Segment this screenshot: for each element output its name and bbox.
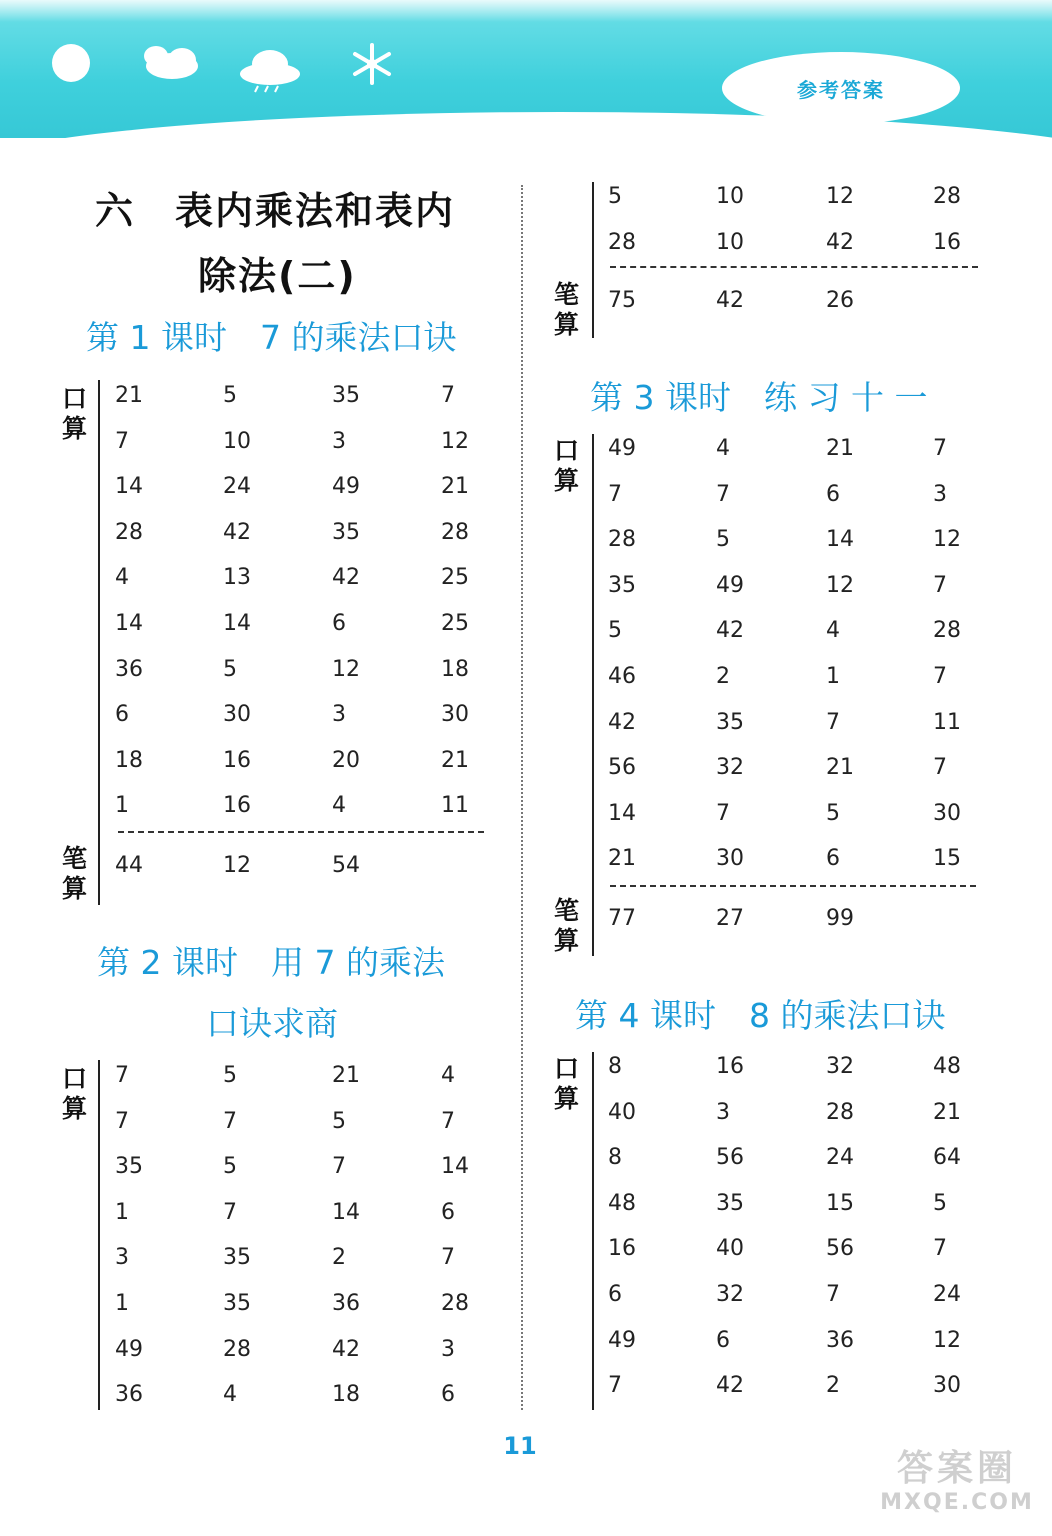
lesson-1-oral-cell: 16 (223, 793, 251, 819)
answer-key-label: 参考答案 (797, 77, 885, 102)
lesson-1-oral-cell: 13 (223, 565, 251, 591)
lesson-2-oral-cell: 35 (115, 1154, 143, 1180)
lesson-1-oral-cell: 7 (441, 383, 455, 408)
lesson-1-oral-cell: 42 (223, 519, 251, 545)
lesson-1-oral-cell: 12 (441, 428, 469, 454)
lesson-4-rule (592, 1052, 594, 1410)
lesson-1-oral-cell: 36 (115, 656, 143, 682)
lesson-4-oral-cell: 24 (933, 1282, 961, 1307)
lesson-3-oral-cell: 32 (716, 755, 744, 781)
lesson-3-oral-cell: 7 (933, 572, 947, 598)
lesson-2-cont-rule (592, 182, 594, 338)
lesson-2-separator (610, 266, 978, 268)
lesson-2-oral-cell: 4 (441, 1063, 455, 1088)
lesson-2-oral-continued-cell: 16 (933, 229, 961, 255)
lesson-3-oral-cell: 35 (716, 709, 744, 735)
lesson-2-oral-cell: 14 (441, 1154, 469, 1180)
cloud-sun-icon (136, 40, 206, 84)
lesson-2-oral-cell: 3 (115, 1245, 129, 1271)
lesson-1-oral-cell: 3 (332, 702, 346, 728)
lesson-2-oral-cell: 35 (223, 1291, 251, 1316)
lesson-2-oral-continued-cell: 5 (608, 184, 622, 209)
lesson-1-oral-cell: 6 (332, 611, 346, 636)
written-label-lesson-3: 笔算 (554, 896, 580, 955)
lesson-3-oral-cell: 6 (826, 846, 840, 872)
lesson-2-oral-cell: 36 (115, 1382, 143, 1408)
lesson-3-oral-cell: 14 (826, 527, 854, 553)
lesson-2-oral-cell: 18 (332, 1382, 360, 1408)
lesson-3-oral-cell: 2 (716, 664, 730, 689)
lesson-1-oral-cell: 28 (441, 519, 469, 545)
lesson-1-oral-cell: 35 (332, 383, 360, 408)
lesson-1-separator (118, 831, 484, 833)
lesson-4-oral-cell: 40 (608, 1099, 636, 1125)
chapter-title-line2: 除法(二) (198, 254, 357, 298)
lesson-3-oral-cell: 7 (716, 800, 730, 826)
oral-label-lesson-3: 口算 (554, 436, 580, 495)
lesson-4-oral-cell: 35 (716, 1190, 744, 1216)
lesson-3-oral-cell: 12 (826, 572, 854, 598)
written-label-lesson-2: 笔算 (554, 280, 580, 339)
lesson-3-oral-cell: 1 (826, 664, 840, 689)
lesson-3-oral-cell: 30 (933, 800, 961, 826)
lesson-3-oral-cell: 56 (608, 755, 636, 781)
lesson-4-oral-cell: 30 (933, 1373, 961, 1399)
lesson-3-oral-cell: 21 (608, 846, 636, 872)
lesson-1-written-cell: 44 (115, 853, 143, 878)
lesson-1-rule (98, 380, 100, 905)
oral-label-lesson-2: 口算 (62, 1064, 88, 1123)
lesson-1-oral-cell: 24 (223, 474, 251, 500)
lesson-2-written-cell: 26 (826, 288, 854, 313)
lesson-3-oral-cell: 42 (716, 618, 744, 644)
lesson-3-oral-cell: 28 (933, 618, 961, 644)
watermark-bottom: MXQE.COM (880, 1490, 1034, 1515)
lesson-1-oral-cell: 16 (223, 747, 251, 773)
lesson-3-oral-cell: 21 (826, 436, 854, 461)
lesson-2-oral-cell: 7 (332, 1154, 346, 1180)
lesson-1-oral-cell: 7 (115, 428, 129, 454)
lesson-2-oral-cell: 4 (223, 1382, 237, 1408)
lesson-2-oral-cell: 36 (332, 1291, 360, 1316)
lesson-1-oral-cell: 5 (223, 383, 237, 408)
lesson-4-oral-cell: 7 (933, 1236, 947, 1262)
lesson-3-title: 第 3 课时 练 习 十 一 (590, 378, 928, 417)
lesson-4-oral-cell: 8 (608, 1054, 622, 1079)
lesson-2-title-line2: 口诀求商 (206, 1004, 338, 1043)
sun-icon (52, 44, 90, 82)
lesson-3-oral-cell: 46 (608, 664, 636, 689)
lesson-2-oral-cell: 7 (441, 1245, 455, 1271)
lesson-3-oral-cell: 6 (826, 481, 840, 507)
lesson-3-oral-cell: 12 (933, 527, 961, 553)
lesson-4-oral-cell: 32 (716, 1282, 744, 1307)
lesson-2-oral-continued-cell: 28 (933, 184, 961, 209)
watermark (872, 1448, 1042, 1528)
lesson-1-written-cell: 54 (332, 853, 360, 878)
lesson-2-oral-cell: 35 (223, 1245, 251, 1271)
lesson-2-oral-continued-cell: 12 (826, 184, 854, 209)
lesson-4-oral-cell: 48 (933, 1054, 961, 1079)
lesson-1-oral-cell: 35 (332, 519, 360, 545)
lesson-1-oral-cell: 21 (441, 474, 469, 500)
lesson-3-oral-cell: 7 (716, 481, 730, 507)
lesson-3-oral-cell: 4 (716, 436, 730, 461)
lesson-3-oral-cell: 7 (826, 709, 840, 735)
lesson-2-oral-cell: 14 (332, 1199, 360, 1225)
lesson-3-oral-cell: 7 (608, 481, 622, 507)
lesson-2-oral-cell: 6 (441, 1382, 455, 1408)
lesson-2-oral-cell: 7 (441, 1108, 455, 1134)
lesson-1-oral-cell: 5 (223, 656, 237, 682)
lesson-1-oral-cell: 21 (115, 383, 143, 408)
watermark-top: 答案圈 (896, 1448, 1017, 1489)
lesson-4-oral-cell: 8 (608, 1145, 622, 1171)
lesson-3-oral-cell: 28 (608, 527, 636, 553)
lesson-1-oral-cell: 30 (441, 702, 469, 728)
lesson-1-oral-cell: 20 (332, 747, 360, 773)
lesson-1-oral-cell: 49 (332, 474, 360, 500)
lesson-4-oral-cell: 36 (826, 1327, 854, 1353)
lesson-1-oral-cell: 3 (332, 428, 346, 454)
written-label-lesson-1: 笔算 (62, 844, 88, 903)
lesson-4-oral-cell: 32 (826, 1054, 854, 1079)
lesson-2-oral-cell: 7 (223, 1199, 237, 1225)
lesson-3-oral-cell: 35 (608, 572, 636, 598)
lesson-2-written-cell: 42 (716, 288, 744, 313)
lesson-3-oral-cell: 5 (608, 618, 622, 644)
lesson-4-oral-cell: 42 (716, 1373, 744, 1399)
lesson-1-oral-cell: 4 (115, 565, 129, 591)
lesson-2-oral-cell: 7 (115, 1108, 129, 1134)
lesson-4-oral-cell: 56 (716, 1145, 744, 1171)
lesson-4-oral-cell: 15 (826, 1190, 854, 1216)
lesson-1-written-cell: 12 (223, 853, 251, 878)
lesson-4-oral-cell: 40 (716, 1236, 744, 1262)
lesson-2-oral-cell: 3 (441, 1336, 455, 1362)
answer-key-badge (722, 52, 960, 124)
lesson-3-written-cell: 99 (826, 906, 854, 931)
lesson-1-oral-cell: 42 (332, 565, 360, 591)
lesson-2-oral-cell: 5 (223, 1154, 237, 1180)
lesson-4-oral-cell: 49 (608, 1327, 636, 1353)
lesson-2-oral-cell: 5 (332, 1108, 346, 1134)
rain-cloud-icon (236, 46, 306, 94)
lesson-4-oral-cell: 16 (608, 1236, 636, 1262)
lesson-4-oral-cell: 24 (826, 1145, 854, 1171)
lesson-2-oral-cell: 42 (332, 1336, 360, 1362)
header-fade (0, 0, 1052, 22)
lesson-1-oral-cell: 25 (441, 565, 469, 591)
lesson-1-oral-cell: 4 (332, 793, 346, 819)
lesson-1-oral-cell: 11 (441, 793, 469, 819)
lesson-4-oral-cell: 56 (826, 1236, 854, 1262)
lesson-4-title: 第 4 课时 8 的乘法口诀 (575, 996, 946, 1035)
lesson-2-written-cell: 75 (608, 288, 636, 313)
lesson-2-oral-cell: 1 (115, 1291, 129, 1316)
lesson-1-oral-cell: 21 (441, 747, 469, 773)
lesson-2-oral-continued-cell: 10 (716, 184, 744, 209)
lesson-3-oral-cell: 15 (933, 846, 961, 872)
lesson-4-oral-cell: 7 (608, 1373, 622, 1399)
lesson-2-rule (98, 1060, 100, 1410)
lesson-2-oral-cell: 6 (441, 1199, 455, 1225)
lesson-1-oral-cell: 28 (115, 519, 143, 545)
lesson-1-title: 第 1 课时 7 的乘法口诀 (86, 318, 457, 357)
lesson-3-oral-cell: 7 (933, 664, 947, 689)
header-curve (0, 112, 1052, 172)
lesson-2-oral-continued-cell: 42 (826, 229, 854, 255)
lesson-4-oral-cell: 12 (933, 1327, 961, 1353)
lesson-1-oral-cell: 14 (115, 611, 143, 636)
lesson-2-oral-cell: 5 (223, 1063, 237, 1088)
lesson-2-oral-cell: 2 (332, 1245, 346, 1271)
chapter-title-line1: 六 表内乘法和表内 (95, 189, 456, 233)
lesson-3-rule (592, 434, 594, 956)
lesson-1-oral-cell: 10 (223, 428, 251, 454)
oral-label-lesson-1: 口算 (62, 384, 88, 443)
lesson-4-oral-cell: 6 (608, 1282, 622, 1307)
lesson-2-oral-cell: 28 (441, 1291, 469, 1316)
lesson-2-oral-cell: 7 (223, 1108, 237, 1134)
lesson-4-oral-cell: 3 (716, 1099, 730, 1125)
lesson-4-oral-cell: 28 (826, 1099, 854, 1125)
lesson-2-oral-continued-cell: 28 (608, 229, 636, 255)
lesson-3-oral-cell: 42 (608, 709, 636, 735)
lesson-1-oral-cell: 25 (441, 611, 469, 636)
lesson-2-oral-continued-cell: 10 (716, 229, 744, 255)
lesson-3-oral-cell: 5 (826, 800, 840, 826)
column-divider (521, 185, 523, 1410)
lesson-1-oral-cell: 6 (115, 702, 129, 728)
lesson-1-oral-cell: 14 (115, 474, 143, 500)
lesson-2-oral-cell: 28 (223, 1336, 251, 1362)
lesson-3-oral-cell: 5 (716, 527, 730, 553)
lesson-2-oral-cell: 1 (115, 1199, 129, 1225)
snowflake-icon (350, 42, 394, 86)
lesson-3-written-cell: 27 (716, 906, 744, 931)
lesson-4-oral-cell: 5 (933, 1190, 947, 1216)
lesson-4-oral-cell: 2 (826, 1373, 840, 1399)
lesson-3-oral-cell: 14 (608, 800, 636, 826)
lesson-4-oral-cell: 16 (716, 1054, 744, 1079)
lesson-4-oral-cell: 6 (716, 1327, 730, 1353)
lesson-4-oral-cell: 21 (933, 1099, 961, 1125)
lesson-1-oral-cell: 1 (115, 793, 129, 819)
lesson-4-oral-cell: 64 (933, 1145, 961, 1171)
lesson-3-written-cell: 77 (608, 906, 636, 931)
lesson-3-separator (610, 885, 976, 887)
lesson-1-oral-cell: 30 (223, 702, 251, 728)
lesson-3-oral-cell: 4 (826, 618, 840, 644)
lesson-3-oral-cell: 11 (933, 709, 961, 735)
lesson-1-oral-cell: 18 (441, 656, 469, 682)
lesson-3-oral-cell: 7 (933, 755, 947, 781)
lesson-4-oral-cell: 48 (608, 1190, 636, 1216)
lesson-2-oral-cell: 49 (115, 1336, 143, 1362)
lesson-3-oral-cell: 49 (716, 572, 744, 598)
lesson-2-title-line1: 第 2 课时 用 7 的乘法 (97, 943, 445, 982)
lesson-3-oral-cell: 30 (716, 846, 744, 872)
lesson-1-oral-cell: 18 (115, 747, 143, 773)
page-number: 11 (503, 1432, 537, 1460)
lesson-1-oral-cell: 12 (332, 656, 360, 682)
oral-label-lesson-4: 口算 (554, 1054, 580, 1113)
lesson-4-oral-cell: 7 (826, 1282, 840, 1307)
lesson-2-oral-cell: 21 (332, 1063, 360, 1088)
lesson-3-oral-cell: 3 (933, 481, 947, 507)
lesson-3-oral-cell: 21 (826, 755, 854, 781)
lesson-2-oral-cell: 7 (115, 1063, 129, 1088)
header-band (0, 0, 1052, 138)
lesson-3-oral-cell: 49 (608, 436, 636, 461)
lesson-3-oral-cell: 7 (933, 436, 947, 461)
lesson-1-oral-cell: 14 (223, 611, 251, 636)
